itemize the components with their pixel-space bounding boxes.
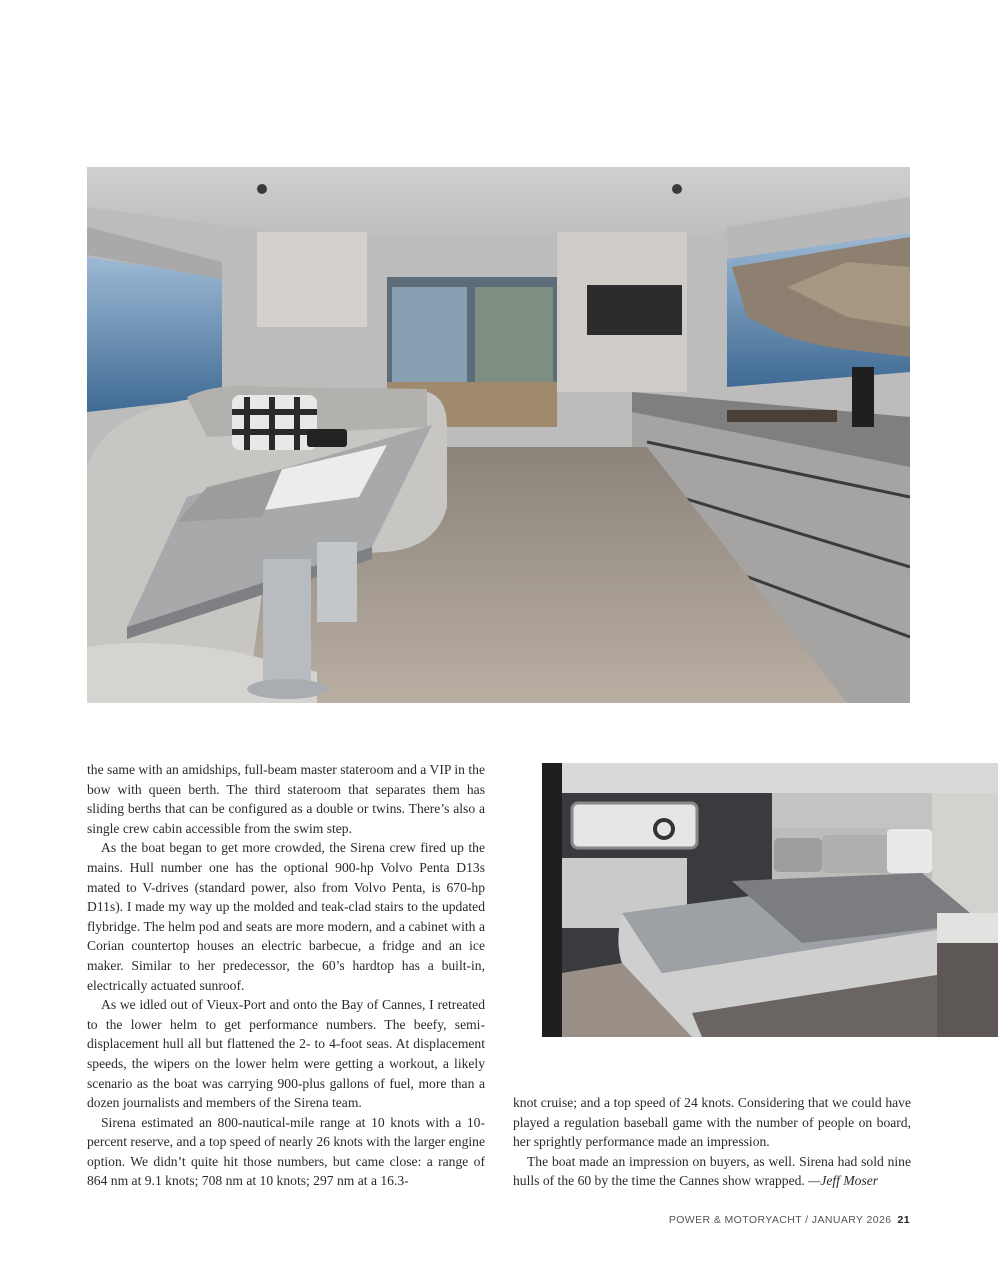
- author-signature: —Jeff Moser: [808, 1173, 879, 1189]
- publication-name: POWER & MOTORYACHT / JANUARY 2026: [668, 1214, 892, 1226]
- paragraph: knot cruise; and a top speed of 24 knots. Considering that we could have played a regulation baseball game with the number of people on board, her sprightly performance made an impression.: [513, 1095, 911, 1150]
- paragraph: Sirena estimated an 800-nautical-mile range at 10 knots with a 10-percent reserve, and a top speed of nearly 26 knots with the larger engine option. We didn’t quite hit those numbers, but came close: a range of 864 nm at 9.1 knots; 708 nm at 10 knots; 297 nm at a 16.3-: [87, 1114, 485, 1189]
- page-number: 21: [897, 1214, 910, 1226]
- article-column-right: [513, 1093, 911, 1191]
- article-column-left: [87, 760, 485, 1191]
- paragraph: the same with an amidships, full-beam master stateroom and a VIP in the bow with queen berth. The third stateroom that separates them has sliding berths that can be configured as a double or twins. There’s also a single crew cabin accessible from the swim step.: [87, 762, 485, 836]
- stateroom-photo: [542, 763, 998, 1037]
- paragraph-text: The boat made an impression on buyers, as well. Sirena had sold nine hulls of the 60 by the time the Cannes show wrapped.: [513, 1153, 911, 1189]
- salon-photo: [87, 167, 910, 703]
- page-footer: [600, 1214, 910, 1226]
- paragraph: As we idled out of Vieux-Port and onto the Bay of Cannes, I retreated to the lower helm to get performance numbers. The beefy, semi-displacement hull all but flattened the 2- to 4-foot seas. At displacement speeds, the wipers on the lower helm were getting a workout, a likely scenario as the boat was carrying 900-plus gallons of fuel, more than a dozen journalists and members of the Sirena team.: [87, 997, 485, 1111]
- paragraph: As the boat began to get more crowded, the Sirena crew fired up the mains. Hull number one has the optional 900-hp Volvo Penta D13s mated to V-drives (standard power, also from Volvo Penta, is 670-hp D11s). I made my way up the molded and teak-clad stairs to the updated flybridge. The helm pod and seats are more modern, and a cabinet with a Corian countertop houses an electric barbecue, a fridge and an ice maker. Similar to her predecessor, the 60’s hardtop has a built-in, electrically actuated sunroof.: [87, 840, 485, 993]
- paragraph: [513, 1152, 911, 1191]
